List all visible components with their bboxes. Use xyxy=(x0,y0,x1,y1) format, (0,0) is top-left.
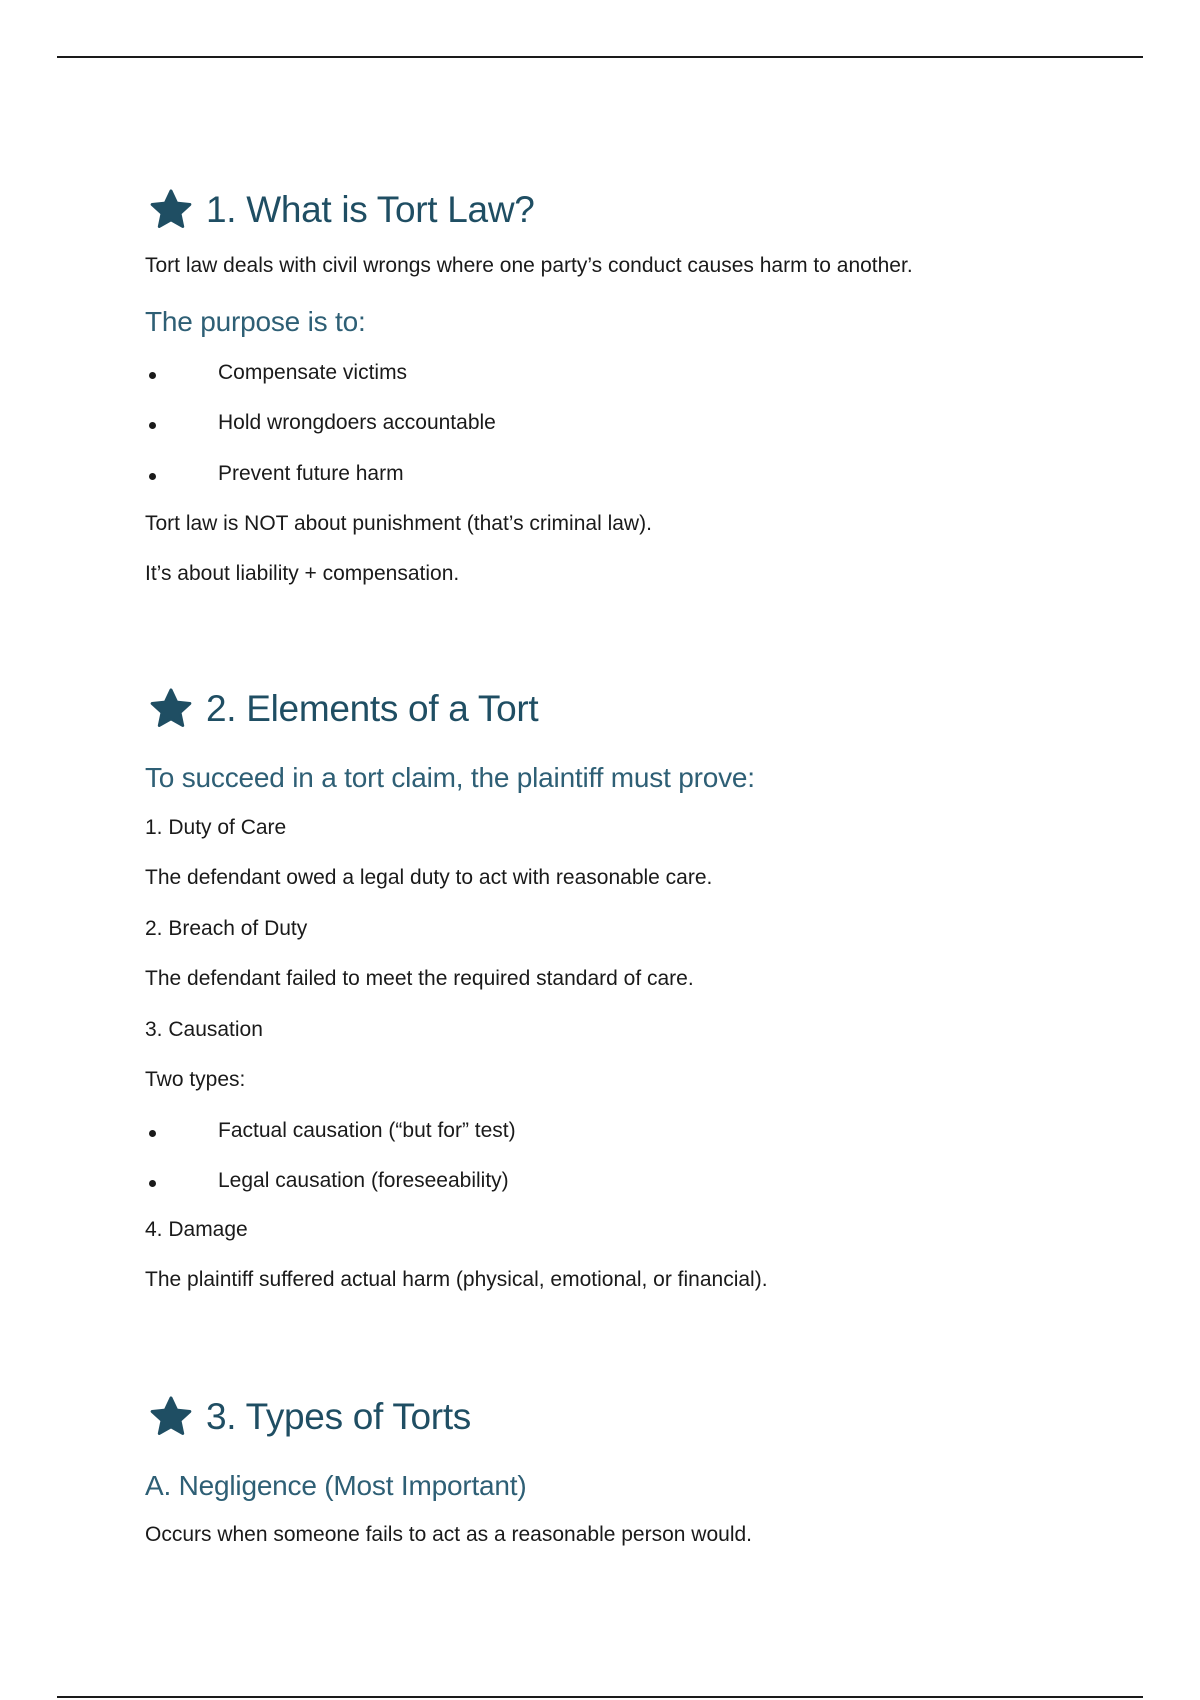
bullet-dot xyxy=(149,473,156,480)
bullet-dot xyxy=(149,372,156,379)
bullet-dot xyxy=(149,1180,156,1187)
list-item-text: Legal causation (foreseeability) xyxy=(218,1169,509,1192)
section-3-heading xyxy=(145,1395,471,1439)
list-item-text: Hold wrongdoers accountable xyxy=(218,411,496,434)
bullet-dot xyxy=(149,422,156,429)
element-title: 1. Duty of Care xyxy=(145,816,287,839)
section-1-note: It’s about liability + compensation. xyxy=(145,562,460,585)
section-1-heading xyxy=(145,188,535,232)
top-rule xyxy=(57,56,1143,58)
element-desc: The defendant owed a legal duty to act with reasonable care. xyxy=(145,866,713,889)
section-2-subheading: To succeed in a tort claim, the plaintiff must prove: xyxy=(145,762,755,793)
section-1-heading-text: 1. What is Tort Law? xyxy=(206,189,535,230)
star-icon xyxy=(149,1395,193,1439)
element-desc: The defendant failed to meet the required standard of care. xyxy=(145,967,694,990)
element-desc: Two types: xyxy=(145,1068,246,1091)
section-1-intro: Tort law deals with civil wrongs where one party’s conduct causes harm to another. xyxy=(145,254,913,277)
section-2-heading xyxy=(145,687,538,731)
list-item-text: Prevent future harm xyxy=(218,462,404,485)
star-icon xyxy=(149,188,193,232)
bullet-dot xyxy=(149,1130,156,1137)
list-item-text: Factual causation (“but for” test) xyxy=(218,1119,516,1142)
star-icon xyxy=(149,687,193,731)
element-title: 3. Causation xyxy=(145,1018,263,1041)
section-2-heading-text: 2. Elements of a Tort xyxy=(206,688,539,729)
element-title: 4. Damage xyxy=(145,1218,248,1241)
bottom-rule xyxy=(57,1696,1143,1698)
section-3-subheading: A. Negligence (Most Important) xyxy=(145,1470,527,1501)
element-desc: The plaintiff suffered actual harm (physical, emotional, or financial). xyxy=(145,1268,768,1291)
section-1-note: Tort law is NOT about punishment (that’s criminal law). xyxy=(145,512,652,535)
section-3-intro: Occurs when someone fails to act as a reasonable person would. xyxy=(145,1523,753,1546)
section-3-heading-text: 3. Types of Torts xyxy=(206,1396,472,1437)
element-title: 2. Breach of Duty xyxy=(145,917,308,940)
list-item-text: Compensate victims xyxy=(218,361,408,384)
section-1-subheading: The purpose is to: xyxy=(145,306,366,337)
